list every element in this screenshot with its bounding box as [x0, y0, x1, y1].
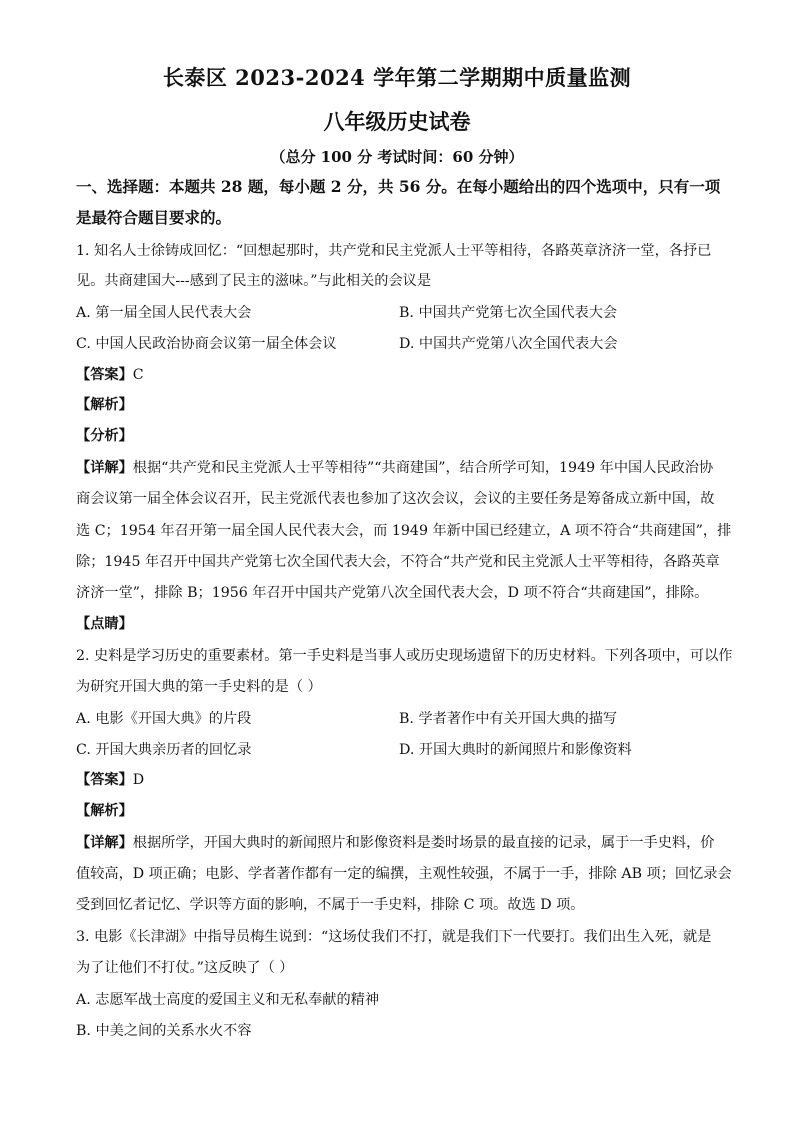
q1-option-a: A. 第一届全国人民代表大会	[76, 305, 252, 321]
q1-dianjing-tag: 【点睛】	[76, 616, 133, 632]
q3-stem-line2: 为了让他们不打仗。”这反映了（ ）	[76, 960, 294, 976]
detail-tag: 【详解】	[76, 835, 133, 851]
q2-answer	[76, 770, 716, 790]
q1-detail-line3: 选 C；1954 年召开第一届全国人民代表大会，而 1949 年新中国已经建立，A 项不符合“共商建国”，排	[76, 523, 732, 539]
q2-detail-line3: 受到回忆者记忆、学识等方面的影响，不属于一手史料，排除 C 项。故选 D 项。	[76, 897, 585, 913]
detail-text: 根据“共产党和民主党派人士平等相待”“共商建国”，结合所学可知，1949 年中国人民政治协	[132, 460, 714, 476]
q3-stem-line1: 3. 电影《长津湖》中指导员梅生说到：“这场仗我们不打，就是我们下一代要打。我们出生入死，就是	[76, 929, 712, 945]
q2-stem-line1: 2. 史料是学习历史的重要素材。第一手史料是当事人或历史现场遗留下的历史材料。下列各项中，可以作	[76, 648, 733, 664]
answer-tag: 【答案】	[76, 367, 133, 383]
q1-option-b: B. 中国共产党第七次全国代表大会	[399, 305, 618, 321]
q1-stem-line1: 1. 知名人士徐铸成回忆：“回想起那时，共产党和民主党派人士平等相待，各路英章济济一堂，各抒已	[76, 243, 712, 259]
detail-tag: 【详解】	[76, 460, 133, 476]
exam-title: 长泰区 2023-2024 学年第二学期期中质量监测	[162, 65, 632, 90]
answer-value: D	[132, 772, 145, 788]
q2-option-d: D. 开国大典时的新闻照片和影像资料	[399, 742, 632, 758]
q2-detail-line2: 值较高，D 项正确；电影、学者著作都有一定的编撰，主观性较强，不属于一手，排除 AB 项；回忆录会	[76, 866, 732, 882]
section-heading-line1: 一、选择题：本题共 28 题，每小题 2 分，共 56 分。在每小题给出的四个选项中，只有一项	[76, 177, 721, 196]
exam-subtitle: 八年级历史试卷	[323, 109, 471, 134]
q1-detail-line4: 除；1945 年召开中国共产党第七次全国代表大会，不符合“共产党和民主党派人士平等相待，各路英章	[76, 554, 720, 570]
q1-detail-line1	[76, 458, 716, 478]
section-heading-line2: 是最符合题目要求的。	[76, 208, 232, 227]
q1-answer	[76, 365, 716, 385]
q3-option-b: B. 中美之间的关系水火不容	[76, 1023, 252, 1039]
q3-option-a: A. 志愿军战士高度的爱国主义和无私奉献的精神	[76, 992, 380, 1008]
q2-option-a: A. 电影《开国大典》的片段	[76, 711, 252, 727]
q1-stem-line2: 见。共商建国大---感到了民主的滋味。”与此相关的会议是	[76, 273, 432, 289]
exam-info: （总分 100 分 考试时间：60 分钟）	[270, 148, 524, 166]
q2-option-c: C. 开国大典亲历者的回忆录	[76, 742, 252, 758]
detail-text: 根据所学，开国大典时的新闻照片和影像资料是娄时场景的最直接的记录，属于一手史料，价	[132, 835, 715, 851]
answer-value: C	[132, 367, 144, 383]
q1-jiexi-tag: 【解析】	[76, 397, 133, 413]
q1-detail-line5: 济济一堂”，排除 B；1956 年召开中国共产党第八次全国代表大会，D 项不符合“共商建国”，排除。	[76, 585, 709, 601]
q2-stem-line2: 为研究开国大典的第一手史料的是（ ）	[76, 679, 322, 695]
q2-option-b: B. 学者著作中有关开国大典的描写	[399, 711, 618, 727]
q2-detail-line1	[76, 833, 716, 853]
q1-fenxi-tag: 【分析】	[76, 428, 133, 444]
q1-detail-line2: 商会议第一届全体会议召开，民主党派代表也参加了这次会议，会议的主要任务是筹备成立新中国，故	[76, 491, 715, 507]
q1-option-c: C. 中国人民政治协商会议第一届全体会议	[76, 336, 337, 352]
q1-option-d: D. 中国共产党第八次全国代表大会	[399, 336, 618, 352]
answer-tag: 【答案】	[76, 772, 133, 788]
q2-jiexi-tag: 【解析】	[76, 803, 133, 819]
